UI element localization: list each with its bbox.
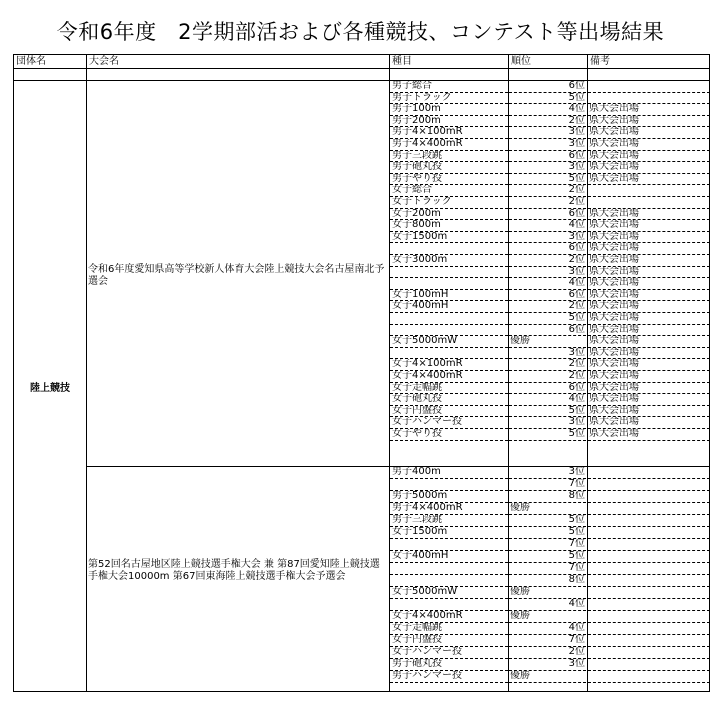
rank-cell xyxy=(509,671,586,683)
event-cell: 男子4×400mR xyxy=(390,503,508,515)
event-cell xyxy=(390,267,508,279)
rank-cell xyxy=(509,127,586,139)
meet-name: 令和6年度愛知県高等学校新人体育大会陸上競技大会名古屋南北予選会 xyxy=(88,264,385,287)
rank-value: 4位 xyxy=(568,394,585,405)
rank-value: 3位 xyxy=(568,347,585,358)
rank-cell xyxy=(509,185,586,197)
rank-value: 2位 xyxy=(568,371,585,381)
column-divider xyxy=(86,55,87,691)
event-cell: 女子砲丸投 xyxy=(390,394,508,406)
note-cell xyxy=(588,587,710,599)
event-cell: 女子走幅跳 xyxy=(390,623,508,635)
event-cell xyxy=(390,325,508,337)
rank-cell xyxy=(509,575,586,587)
event-cell: 女子円盤投 xyxy=(390,406,508,418)
rank-cell xyxy=(509,278,586,290)
note-cell: 県大会出場 xyxy=(588,429,710,441)
note-cell xyxy=(588,515,710,527)
note-cell: 県大会出場 xyxy=(588,417,710,429)
event-cell xyxy=(390,539,508,551)
event-cell xyxy=(390,575,508,587)
rank-cell xyxy=(509,104,586,116)
note-cell: 県大会出場 xyxy=(588,104,710,116)
rank-cell xyxy=(509,527,586,539)
rank-value: 2位 xyxy=(568,185,585,196)
note-cell: 県大会出場 xyxy=(588,267,710,279)
note-cell: 県大会出場 xyxy=(588,220,710,232)
rank-value: 2位 xyxy=(568,255,585,265)
event-cell: 男子やり投 xyxy=(390,174,508,186)
event-cell: 男子4×100mR xyxy=(390,127,508,139)
header-meet: 大会名 xyxy=(89,56,119,67)
event-cell: 女子400mH xyxy=(390,301,508,313)
event-cell xyxy=(390,278,508,290)
event-cell: 男子砲丸投 xyxy=(390,162,508,174)
rank-cell xyxy=(509,551,586,563)
note-cell xyxy=(588,635,710,647)
rank-cell xyxy=(509,491,586,503)
rank-value: 5位 xyxy=(568,173,585,184)
event-cell: 男子トラック xyxy=(390,93,508,105)
rank-cell xyxy=(509,417,586,429)
rank-cell xyxy=(509,539,586,551)
event-cell: 女子4×100mR xyxy=(390,359,508,371)
rank-cell xyxy=(509,467,586,479)
event-cell: 女子トラック xyxy=(390,197,508,209)
rank-value: 5位 xyxy=(568,92,585,103)
rank-cell xyxy=(509,394,586,406)
rank-cell xyxy=(509,348,586,360)
note-cell xyxy=(588,81,710,93)
rank-value: 3位 xyxy=(568,139,585,149)
rank-cell xyxy=(509,563,586,575)
event-cell: 男子4×400mR xyxy=(390,139,508,151)
header-org: 団体名 xyxy=(16,56,46,67)
note-cell: 県大会出場 xyxy=(588,116,710,128)
rank-cell xyxy=(509,599,586,611)
header-note: 備考 xyxy=(590,56,610,67)
rank-value: 5位 xyxy=(568,313,585,323)
rank-value: 4位 xyxy=(568,599,585,609)
note-cell xyxy=(588,623,710,635)
rank-value: 2位 xyxy=(568,359,585,370)
rank-value: 6位 xyxy=(568,81,585,91)
note-cell: 県大会出場 xyxy=(588,255,710,267)
rank-cell xyxy=(509,93,586,105)
event-cell: 女子4×400mR xyxy=(390,371,508,383)
note-cell xyxy=(588,185,710,197)
event-cell: 女子800m xyxy=(390,220,508,232)
rank-cell xyxy=(509,243,586,255)
note-cell xyxy=(588,197,710,209)
rank-cell xyxy=(509,301,586,313)
rank-cell xyxy=(509,325,586,337)
event-cell: 女子5000mW xyxy=(390,587,508,599)
rank-value: 7位 xyxy=(568,563,585,573)
organization-name: 陸上競技 xyxy=(30,383,70,394)
rank-value: 4位 xyxy=(568,104,585,115)
rank-cell xyxy=(509,359,586,371)
note-cell xyxy=(588,647,710,659)
note-cell: 県大会出場 xyxy=(588,139,710,151)
rank-cell xyxy=(509,255,586,267)
rank-cell xyxy=(509,174,586,186)
note-cell: 県大会出場 xyxy=(588,162,710,174)
rank-value: 6位 xyxy=(568,382,585,393)
note-cell xyxy=(588,599,710,611)
event-cell: 男子ハンマー投 xyxy=(390,671,508,683)
rank-value: 7位 xyxy=(568,635,585,645)
event-cell: 女子ハンマー投 xyxy=(390,647,508,659)
event-cell: 男子200m xyxy=(390,116,508,128)
note-cell: 県大会出場 xyxy=(588,371,710,383)
rank-value: 5位 xyxy=(568,551,585,561)
note-cell: 県大会出場 xyxy=(588,209,710,221)
rank-value: 6位 xyxy=(568,289,585,300)
results-table xyxy=(13,54,710,692)
rank-cell xyxy=(509,209,586,221)
event-cell: 男子三段跳 xyxy=(390,515,508,527)
rank-value: 5位 xyxy=(568,429,585,439)
rank-value: 3位 xyxy=(568,659,585,669)
rank-value: 6位 xyxy=(568,243,585,254)
rank-cell xyxy=(509,479,586,491)
note-cell xyxy=(588,551,710,563)
note-cell: 県大会出場 xyxy=(588,406,710,418)
rank-value: 5位 xyxy=(568,405,585,416)
rank-cell xyxy=(509,623,586,635)
rank-value: 3位 xyxy=(568,162,585,173)
rank-value: 3位 xyxy=(568,266,585,277)
event-cell xyxy=(390,243,508,255)
rank-cell xyxy=(509,313,586,325)
event-cell: 女子やり投 xyxy=(390,429,508,441)
note-cell: 県大会出場 xyxy=(588,325,710,337)
rank-value: 5位 xyxy=(568,515,585,525)
rank-cell xyxy=(509,162,586,174)
rank-cell xyxy=(509,659,586,671)
rank-cell xyxy=(509,220,586,232)
note-cell xyxy=(588,527,710,539)
note-cell: 県大会出場 xyxy=(588,383,710,395)
rank-cell xyxy=(509,515,586,527)
rank-value: 5位 xyxy=(568,527,585,537)
note-cell xyxy=(588,659,710,671)
note-cell: 県大会出場 xyxy=(588,174,710,186)
note-cell: 県大会出場 xyxy=(588,359,710,371)
rank-cell xyxy=(509,503,586,515)
rank-cell xyxy=(509,197,586,209)
event-cell xyxy=(390,348,508,360)
rank-cell xyxy=(509,336,586,348)
event-cell: 女子ハンマー投 xyxy=(390,417,508,429)
rank-cell xyxy=(509,371,586,383)
winner-label: 優勝 xyxy=(510,587,530,597)
event-cell: 女子1500m xyxy=(390,232,508,244)
note-cell xyxy=(588,503,710,515)
rank-value: 4位 xyxy=(568,623,585,633)
rank-cell xyxy=(509,611,586,623)
event-cell: 男子100m xyxy=(390,104,508,116)
event-cell xyxy=(390,313,508,325)
rank-cell xyxy=(509,81,586,93)
rank-cell xyxy=(509,383,586,395)
header-event: 種目 xyxy=(392,56,412,67)
event-cell: 女子400mH xyxy=(390,551,508,563)
note-cell xyxy=(588,611,710,623)
note-cell: 県大会出場 xyxy=(588,243,710,255)
meet-name: 第52回名古屋地区陸上競技選手権大会 兼 第87回愛知陸上競技選手権大会10000m 第67回東海陸上競技選手権大会予選会 xyxy=(88,559,380,582)
header-underline xyxy=(14,68,709,69)
event-cell: 男子三段跳 xyxy=(390,151,508,163)
rank-cell xyxy=(509,429,586,441)
event-cell: 女子1500m xyxy=(390,527,508,539)
rank-cell xyxy=(509,647,586,659)
note-cell xyxy=(588,575,710,587)
note-cell: 県大会出場 xyxy=(588,290,710,302)
note-cell: 県大会出場 xyxy=(588,232,710,244)
rank-value: 8位 xyxy=(568,491,585,501)
rank-cell xyxy=(509,290,586,302)
rank-value: 3位 xyxy=(568,127,585,138)
rank-value: 2位 xyxy=(568,647,585,657)
note-cell: 県大会出場 xyxy=(588,336,710,348)
event-cell: 女子3000m xyxy=(390,255,508,267)
winner-label: 優勝 xyxy=(510,611,530,621)
winner-label: 優勝 xyxy=(510,336,530,347)
rank-value: 6位 xyxy=(568,150,585,161)
event-cell: 男子400m xyxy=(390,467,508,479)
rank-value: 4位 xyxy=(568,220,585,231)
event-cell: 女子5000mW xyxy=(390,336,508,348)
rank-value: 6位 xyxy=(568,324,585,335)
note-cell xyxy=(588,93,710,105)
note-cell xyxy=(588,539,710,551)
event-cell: 男子総合 xyxy=(390,81,508,93)
note-cell: 県大会出場 xyxy=(588,301,710,313)
note-cell: 県大会出場 xyxy=(588,278,710,290)
event-cell: 女子200m xyxy=(390,209,508,221)
rank-cell xyxy=(509,406,586,418)
event-cell xyxy=(390,479,508,491)
event-cell: 女子円盤投 xyxy=(390,635,508,647)
rank-value: 3位 xyxy=(568,231,585,242)
rank-cell xyxy=(509,151,586,163)
rank-cell xyxy=(509,267,586,279)
rank-cell xyxy=(509,587,586,599)
rank-value: 6位 xyxy=(568,208,585,219)
note-cell xyxy=(588,479,710,491)
rank-value: 2位 xyxy=(568,197,585,207)
event-cell xyxy=(390,599,508,611)
event-cell xyxy=(390,563,508,575)
event-cell: 男子砲丸投 xyxy=(390,659,508,671)
note-cell: 県大会出場 xyxy=(588,313,710,325)
rank-value: 8位 xyxy=(568,575,585,585)
rank-cell xyxy=(509,116,586,128)
rank-value: 7位 xyxy=(568,479,585,489)
event-cell: 女子4×400mR xyxy=(390,611,508,623)
page-title: 令和6年度 2学期部活および各種競技、コンテスト等出場結果 xyxy=(56,20,665,44)
note-cell xyxy=(588,563,710,575)
note-cell xyxy=(588,671,710,683)
rank-cell xyxy=(509,635,586,647)
winner-label: 優勝 xyxy=(510,671,530,681)
rank-value: 2位 xyxy=(568,115,585,126)
event-cell: 女子総合 xyxy=(390,185,508,197)
rank-value: 2位 xyxy=(568,301,585,312)
rank-cell xyxy=(509,232,586,244)
event-cell: 女子走幅跳 xyxy=(390,383,508,395)
note-cell: 県大会出場 xyxy=(588,348,710,360)
note-cell xyxy=(588,467,710,479)
note-cell: 県大会出場 xyxy=(588,151,710,163)
rank-value: 7位 xyxy=(568,539,585,549)
rank-value: 3位 xyxy=(568,467,585,477)
rank-value: 4位 xyxy=(568,278,585,289)
note-cell: 県大会出場 xyxy=(588,127,710,139)
note-cell: 県大会出場 xyxy=(588,394,710,406)
header-rank: 順位 xyxy=(511,56,531,67)
note-cell xyxy=(588,491,710,503)
winner-label: 優勝 xyxy=(510,503,530,513)
event-cell: 女子100mH xyxy=(390,290,508,302)
rank-value: 3位 xyxy=(568,417,585,428)
rank-cell xyxy=(509,139,586,151)
event-cell: 男子5000m xyxy=(390,491,508,503)
